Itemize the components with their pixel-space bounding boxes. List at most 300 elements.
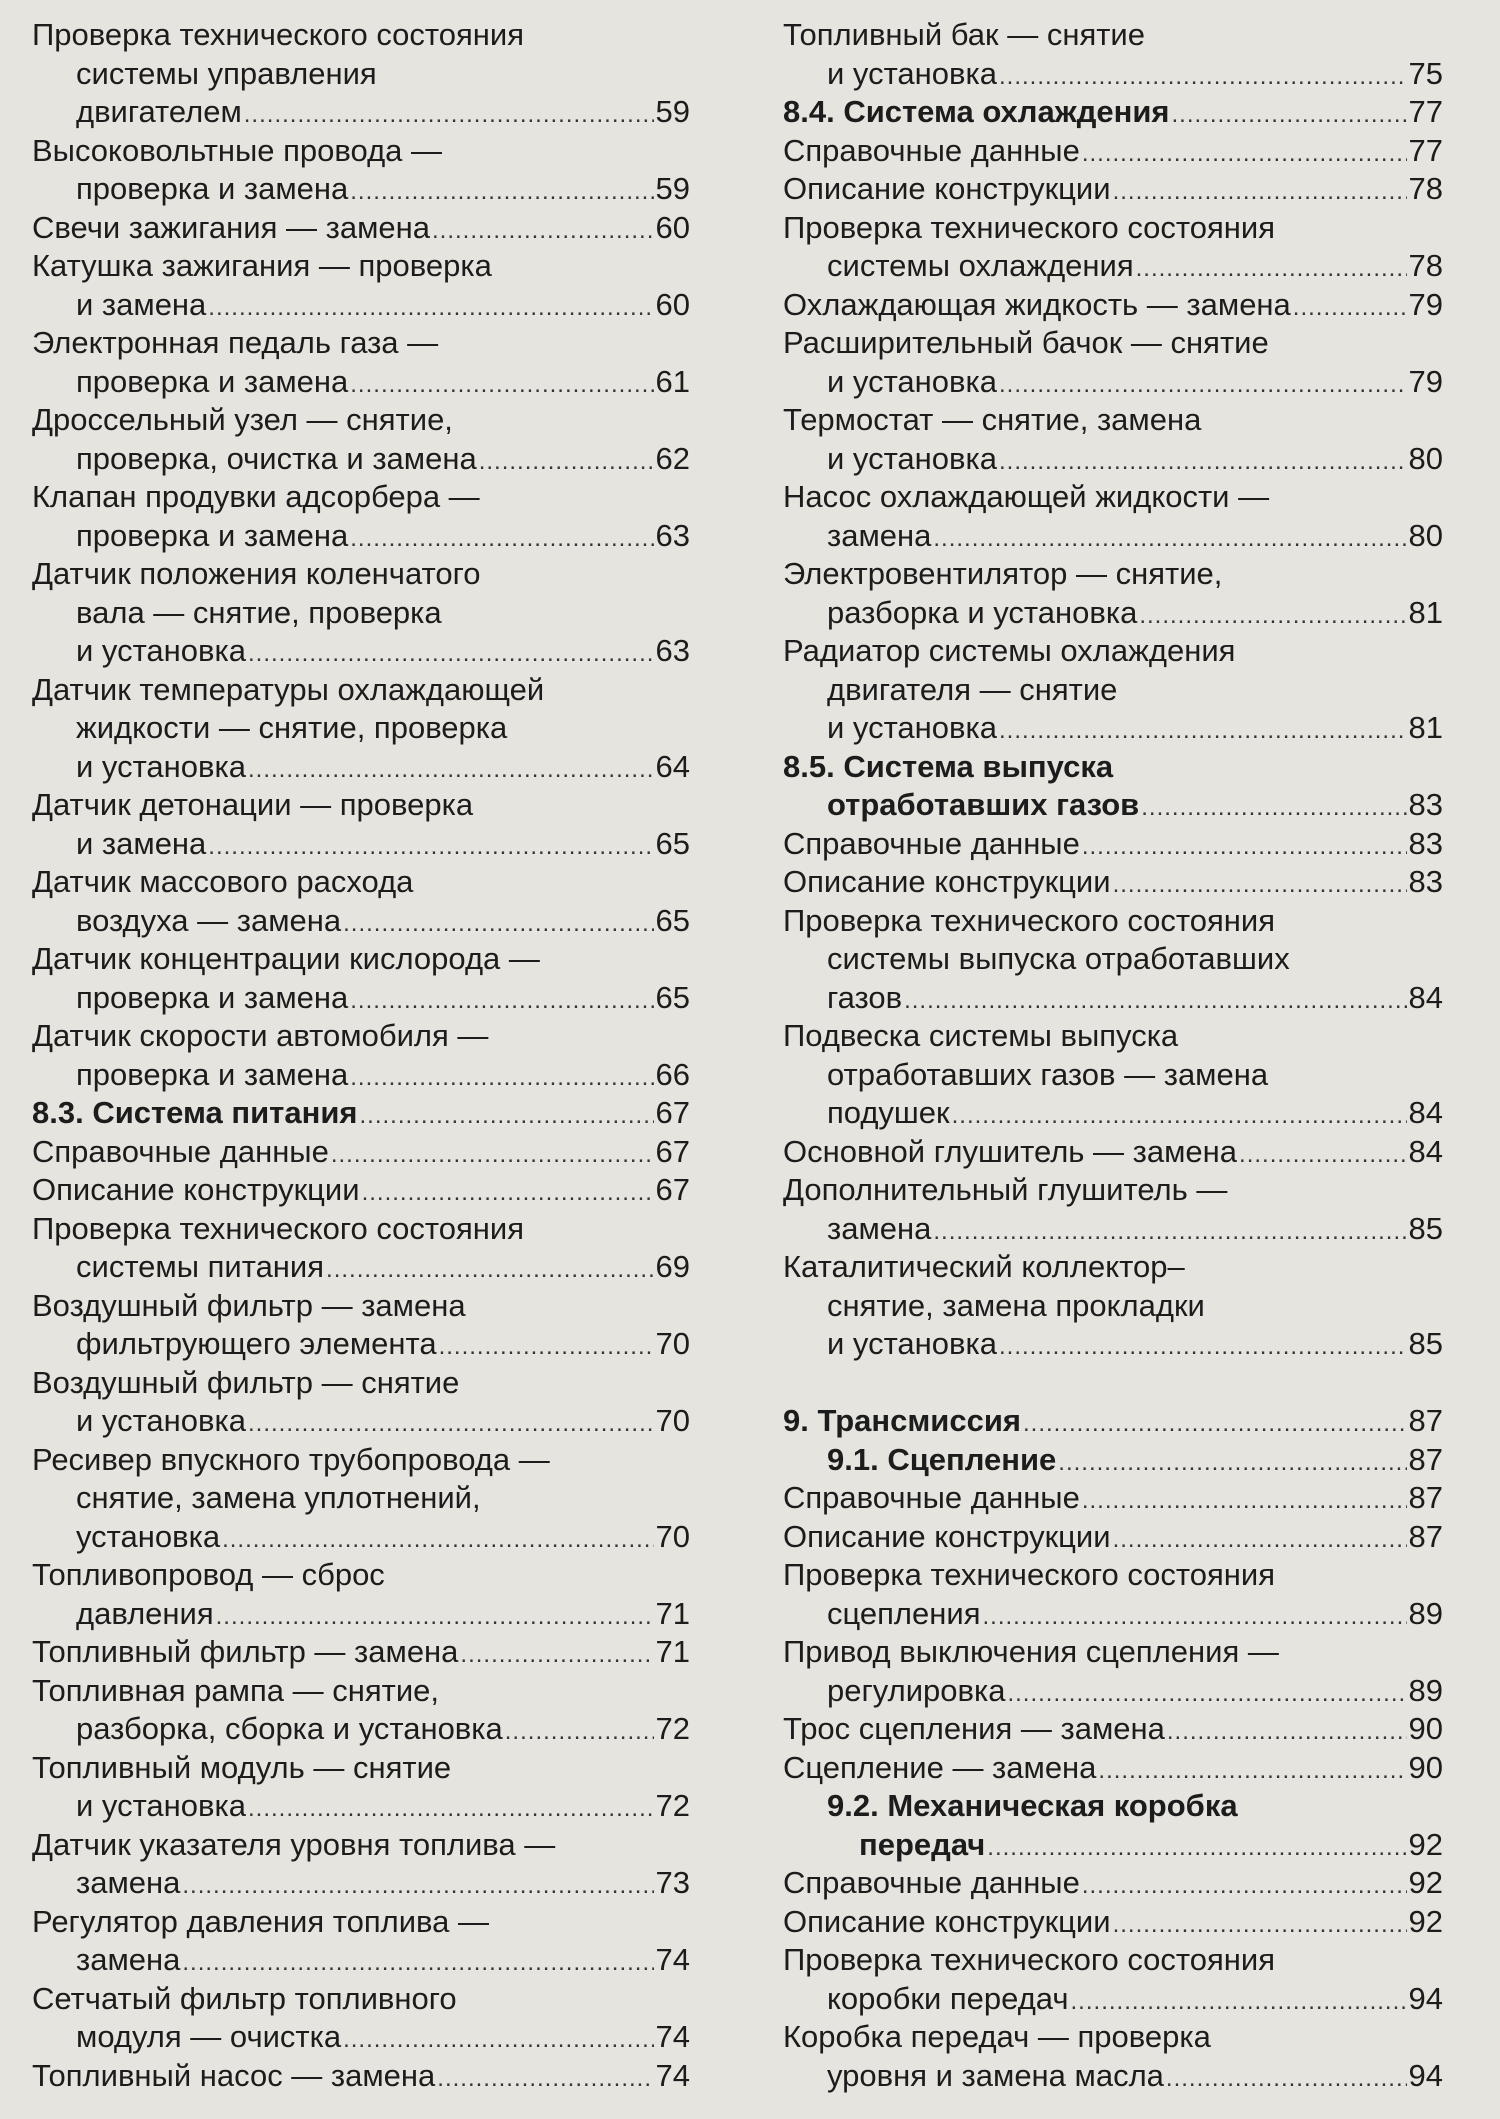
toc-dot-leader xyxy=(439,1328,654,1367)
toc-dot-leader xyxy=(1082,1867,1407,1906)
toc-page-number: 94 xyxy=(1408,1980,1443,2016)
toc-entry-title: фильтрующего элемента xyxy=(76,1326,437,1361)
toc-page-number: 74 xyxy=(655,2057,690,2093)
toc-entry-title: Подвеска системы выпуска xyxy=(783,1018,1179,1053)
toc-page-number: 65 xyxy=(655,979,690,1015)
toc-entry xyxy=(783,1749,1443,1788)
toc-dot-leader xyxy=(1172,96,1407,135)
toc-dot-leader xyxy=(1139,597,1406,636)
toc-page-number: 62 xyxy=(655,440,690,476)
toc-page-number: 70 xyxy=(655,1403,690,1438)
toc-entry xyxy=(32,748,690,787)
toc-page-number: 78 xyxy=(1408,248,1443,283)
toc-entry xyxy=(783,478,1443,517)
toc-entry xyxy=(783,2057,1443,2096)
toc-entry xyxy=(32,1710,690,1749)
toc-entry xyxy=(32,1133,690,1172)
toc-spacer xyxy=(783,1364,1443,1403)
toc-entry-title: Воздушный фильтр — замена xyxy=(32,1287,466,1323)
toc-page-number: 92 xyxy=(1408,1865,1443,1900)
toc-page-number: 85 xyxy=(1408,1210,1443,1246)
toc-entry xyxy=(32,2018,690,2057)
toc-entry-title: Справочные данные xyxy=(783,825,1080,861)
toc-entry xyxy=(783,1633,1443,1672)
toc-entry xyxy=(783,1518,1443,1557)
toc-entry-title: 9. Трансмиссия xyxy=(783,1403,1021,1438)
toc-entry xyxy=(32,1210,690,1249)
toc-entry-title: системы управления xyxy=(76,55,377,91)
toc-dot-leader xyxy=(244,96,654,135)
toc-page-number: 84 xyxy=(1408,1095,1443,1130)
toc-dot-leader xyxy=(1082,135,1407,174)
toc-entry-title: Справочные данные xyxy=(783,132,1080,168)
toc-entry-title: Проверка технического состояния xyxy=(783,1557,1276,1592)
toc-dot-leader xyxy=(437,2060,653,2099)
toc-entry-title: Радиатор системы охлаждения xyxy=(783,633,1236,668)
toc-entry-title: коробки передач xyxy=(827,1980,1069,2016)
toc-entry xyxy=(32,1787,690,1826)
toc-entry xyxy=(32,863,690,902)
toc-entry xyxy=(783,1787,1443,1826)
toc-page-number: 67 xyxy=(655,1133,690,1169)
toc-dot-leader xyxy=(350,982,653,1021)
toc-entry-title: Основной глушитель — замена xyxy=(783,1133,1238,1169)
toc-entry-title: сцепления xyxy=(827,1595,981,1631)
toc-dot-leader xyxy=(343,2021,653,2060)
toc-dot-leader xyxy=(999,366,1407,405)
toc-page-number: 59 xyxy=(655,94,690,129)
toc-entry xyxy=(32,671,690,710)
toc-page-number: 75 xyxy=(1408,55,1443,91)
toc-entry xyxy=(32,1325,690,1364)
toc-entry-title: Описание конструкции xyxy=(783,1903,1111,1939)
toc-entry-title: 9.1. Сцепление xyxy=(827,1441,1057,1477)
toc-entry xyxy=(32,247,690,286)
toc-entry xyxy=(32,55,690,94)
toc-entry-title: Катушка зажигания — проверка xyxy=(32,248,492,283)
toc-right-column xyxy=(783,16,1443,2095)
toc-page-number: 60 xyxy=(655,209,690,245)
toc-dot-leader xyxy=(987,1829,1406,1868)
toc-dot-leader xyxy=(1082,1482,1407,1521)
toc-entry xyxy=(783,902,1443,941)
toc-dot-leader xyxy=(1113,1521,1407,1560)
toc-entry-title: Описание конструкции xyxy=(783,864,1111,899)
toc-entry xyxy=(783,363,1443,402)
toc-dot-leader xyxy=(983,1598,1407,1637)
toc-entry-title: Проверка технического состояния xyxy=(32,1210,525,1246)
toc-entry xyxy=(32,1402,690,1441)
toc-dot-leader xyxy=(999,712,1407,751)
toc-page-number: 61 xyxy=(655,363,690,399)
toc-entry xyxy=(32,632,690,671)
toc-entry xyxy=(783,1248,1443,1287)
toc-entry xyxy=(783,1210,1443,1249)
toc-entry-title: Топливопровод — сброс xyxy=(32,1557,385,1592)
toc-entry-title: отработавших газов xyxy=(827,787,1140,822)
toc-page-number: 81 xyxy=(1408,710,1443,745)
toc-page-number: 92 xyxy=(1408,1826,1443,1862)
toc-entry xyxy=(783,1595,1443,1634)
toc-entry xyxy=(783,1325,1443,1364)
toc-entry-title: двигателя — снятие xyxy=(827,671,1118,707)
toc-entry xyxy=(32,902,690,941)
toc-entry-title: проверка и замена xyxy=(76,1056,349,1092)
toc-entry xyxy=(32,286,690,325)
toc-entry xyxy=(32,1287,690,1326)
toc-entry xyxy=(32,709,690,748)
toc-entry-title: Топливный фильтр — замена xyxy=(32,1634,459,1669)
toc-entry-title: 8.3. Система питания xyxy=(32,1095,358,1130)
toc-entry-title: замена xyxy=(76,1865,181,1900)
toc-entry xyxy=(32,517,690,556)
toc-entry xyxy=(783,1864,1443,1903)
toc-entry xyxy=(783,594,1443,633)
toc-entry xyxy=(783,1903,1443,1942)
toc-page-number: 84 xyxy=(1408,979,1443,1015)
toc-entry xyxy=(32,1094,690,1133)
toc-entry-title: снятие, замена уплотнений, xyxy=(76,1480,481,1515)
toc-page-number: 77 xyxy=(1408,132,1443,168)
toc-dot-leader xyxy=(182,1944,653,1983)
toc-page-number: 83 xyxy=(1408,787,1443,822)
toc-entry-title: 9.2. Механическая коробка xyxy=(827,1788,1238,1823)
toc-entry-title: Датчик температуры охлаждающей xyxy=(32,671,545,707)
toc-page-number: 63 xyxy=(655,633,690,668)
toc-entry xyxy=(32,1826,690,1865)
toc-page-number: 83 xyxy=(1408,825,1443,861)
toc-entry-title: Проверка технического состояния xyxy=(783,902,1276,938)
toc-entry-title: регулировка xyxy=(827,1672,1006,1708)
toc-entry xyxy=(783,1287,1443,1326)
toc-dot-leader xyxy=(432,212,654,251)
toc-page-number: 71 xyxy=(655,1595,690,1631)
toc-entry-title: проверка, очистка и замена xyxy=(76,440,477,476)
toc-entry xyxy=(783,979,1443,1018)
toc-dot-leader xyxy=(933,520,1406,559)
toc-entry-title: Топливная рампа — снятие, xyxy=(32,1672,439,1708)
toc-entry-title: Дополнительный глушитель — xyxy=(783,1172,1228,1207)
toc-entry xyxy=(32,1633,690,1672)
toc-page-number: 70 xyxy=(655,1326,690,1361)
toc-entry xyxy=(32,1364,690,1403)
toc-dot-leader xyxy=(208,289,653,328)
toc-entry-title: Проверка технического состояния xyxy=(783,209,1276,245)
toc-entry xyxy=(32,1479,690,1518)
toc-entry-title: и установка xyxy=(827,363,997,399)
toc-left-column xyxy=(32,16,690,2095)
toc-entry xyxy=(783,1402,1443,1441)
toc-entry-title: Справочные данные xyxy=(783,1480,1080,1515)
toc-dot-leader xyxy=(1113,866,1407,905)
toc-entry xyxy=(783,1556,1443,1595)
toc-entry-title: разборка, сборка и установка xyxy=(76,1711,503,1746)
toc-page-number: 94 xyxy=(1408,2057,1443,2093)
toc-entry xyxy=(32,1441,690,1480)
toc-entry-title: и замена xyxy=(76,825,207,861)
toc-entry xyxy=(32,324,690,363)
toc-entry-title: Трос сцепления — замена xyxy=(783,1711,1165,1746)
toc-entry xyxy=(32,1941,690,1980)
toc-entry xyxy=(32,2057,690,2096)
toc-dot-leader xyxy=(1113,1906,1407,1945)
toc-entry xyxy=(783,55,1443,94)
toc-page-number: 80 xyxy=(1408,517,1443,553)
toc-page-number: 70 xyxy=(655,1518,690,1554)
toc-dot-leader xyxy=(343,905,653,944)
toc-entry-title: Описание конструкции xyxy=(783,171,1111,206)
toc-dot-leader xyxy=(1007,1675,1406,1714)
toc-entry-title: Электровентилятор — снятие, xyxy=(783,556,1223,591)
toc-entry-title: Термостат — снятие, замена xyxy=(783,402,1202,437)
toc-page-number: 73 xyxy=(655,1865,690,1900)
toc-entry xyxy=(783,286,1443,325)
toc-page-number: 59 xyxy=(655,171,690,206)
toc-page-number: 84 xyxy=(1408,1133,1443,1169)
toc-dot-leader xyxy=(326,1251,653,1290)
toc-entry xyxy=(783,748,1443,787)
toc-entry-title: и замена xyxy=(76,286,207,322)
toc-entry-title: Коробка передач — проверка xyxy=(783,2019,1211,2054)
toc-entry-title: газов xyxy=(827,979,903,1015)
toc-entry-title: Датчик указателя уровня топлива — xyxy=(32,1826,556,1862)
toc-entry-title: Датчик скорости автомобиля — xyxy=(32,1018,489,1053)
toc-dot-leader xyxy=(999,443,1407,482)
toc-entry-title: и установка xyxy=(76,633,246,668)
toc-entry xyxy=(783,132,1443,171)
toc-page-number: 90 xyxy=(1408,1711,1443,1746)
toc-entry xyxy=(783,1133,1443,1172)
toc-dot-leader xyxy=(1136,250,1407,289)
toc-entry-title: отработавших газов — замена xyxy=(827,1056,1269,1092)
toc-dot-leader xyxy=(1071,1983,1407,2022)
toc-page-number: 74 xyxy=(655,2019,690,2054)
toc-entry-title: воздуха — замена xyxy=(76,902,342,938)
toc-dot-leader xyxy=(999,1328,1407,1367)
toc-page-number: 89 xyxy=(1408,1672,1443,1708)
toc-dot-leader xyxy=(216,1598,654,1637)
toc-entry-title: Регулятор давления топлива — xyxy=(32,1903,490,1939)
toc-entry-title: системы выпуска отработавших xyxy=(827,941,1290,976)
toc-entry xyxy=(783,1171,1443,1210)
toc-page-number: 67 xyxy=(655,1172,690,1207)
toc-page-number: 65 xyxy=(655,902,690,938)
toc-entry xyxy=(32,1556,690,1595)
toc-entry xyxy=(32,170,690,209)
toc-entry xyxy=(783,1441,1443,1480)
toc-dot-leader xyxy=(460,1636,653,1675)
toc-entry-title: двигателем xyxy=(76,94,242,129)
toc-entry-title: проверка и замена xyxy=(76,979,349,1015)
toc-entry xyxy=(32,132,690,171)
toc-entry-title: Справочные данные xyxy=(783,1865,1080,1900)
toc-page-number: 81 xyxy=(1408,594,1443,630)
toc-page-number: 83 xyxy=(1408,864,1443,899)
toc-page-number: 60 xyxy=(655,286,690,322)
toc-dot-leader xyxy=(904,982,1406,1021)
toc-dot-leader xyxy=(248,1405,654,1444)
toc-page-number: 65 xyxy=(655,825,690,861)
toc-entry-title: Сетчатый фильтр топливного xyxy=(32,1980,457,2016)
toc-entry-title: Топливный модуль — снятие xyxy=(32,1749,452,1785)
toc-entry-title: замена xyxy=(827,1210,932,1246)
toc-entry xyxy=(32,16,690,55)
toc-entry xyxy=(32,1518,690,1557)
toc-entry-title: снятие, замена прокладки xyxy=(827,1287,1205,1323)
toc-entry xyxy=(32,1248,690,1287)
toc-entry-title: Расширительный бачок — снятие xyxy=(783,325,1269,360)
toc-dot-leader xyxy=(248,751,654,790)
toc-entry-title: замена xyxy=(76,1942,181,1977)
toc-entry xyxy=(783,863,1443,902)
toc-dot-leader xyxy=(350,173,653,212)
toc-entry-title: Электронная педаль газа — xyxy=(32,325,439,360)
toc-entry-title: Насос охлаждающей жидкости — xyxy=(783,479,1270,514)
toc-entry-title: проверка и замена xyxy=(76,171,349,206)
toc-page-number: 79 xyxy=(1408,286,1443,322)
toc-entry-title: Каталитический коллектор– xyxy=(783,1249,1185,1284)
toc-page-number: 67 xyxy=(655,1095,690,1130)
toc-entry xyxy=(32,786,690,825)
toc-entry xyxy=(783,93,1443,132)
toc-entry-title: Клапан продувки адсорбера — xyxy=(32,479,480,514)
toc-entry-title: 8.5. Система выпуска xyxy=(783,748,1114,784)
toc-dot-leader xyxy=(222,1521,653,1560)
toc-page-number: 66 xyxy=(655,1056,690,1092)
toc-entry xyxy=(783,247,1443,286)
toc-page-number: 79 xyxy=(1408,363,1443,399)
toc-entry-title: Описание конструкции xyxy=(32,1172,360,1207)
toc-dot-leader xyxy=(1239,1136,1406,1175)
toc-entry xyxy=(32,1672,690,1711)
toc-page-number: 71 xyxy=(655,1634,690,1669)
toc-entry-title: уровня и замена масла xyxy=(827,2057,1164,2093)
toc-entry-title: Высоковольтные провода — xyxy=(32,132,443,168)
toc-entry-title: Датчик детонации — проверка xyxy=(32,787,474,822)
toc-dot-leader xyxy=(362,1174,654,1213)
toc-dot-leader xyxy=(1098,1752,1406,1791)
toc-dot-leader xyxy=(1167,1713,1407,1752)
toc-entry xyxy=(783,1826,1443,1865)
toc-entry-title: Справочные данные xyxy=(32,1133,329,1169)
toc-entry-title: Воздушный фильтр — снятие xyxy=(32,1364,460,1400)
toc-entry-title: Проверка технического состояния xyxy=(783,1942,1276,1977)
toc-entry xyxy=(783,1941,1443,1980)
toc-entry xyxy=(32,940,690,979)
toc-entry-title: Датчик концентрации кислорода — xyxy=(32,941,540,976)
toc-page-number: 72 xyxy=(655,1711,690,1746)
toc-entry xyxy=(783,1980,1443,2019)
toc-entry xyxy=(32,93,690,132)
toc-entry xyxy=(32,1903,690,1942)
toc-entry-title: Привод выключения сцепления — xyxy=(783,1634,1279,1669)
toc-entry-title: Описание конструкции xyxy=(783,1518,1111,1554)
toc-entry xyxy=(783,825,1443,864)
toc-entry xyxy=(32,1171,690,1210)
toc-dot-leader xyxy=(208,828,653,867)
toc-dot-leader xyxy=(182,1867,653,1906)
toc-dot-leader xyxy=(350,366,653,405)
toc-entry-title: Ресивер впускного трубопровода — xyxy=(32,1441,550,1477)
toc-entry-title: проверка и замена xyxy=(76,363,349,399)
toc-entry xyxy=(32,979,690,1018)
toc-entry-title: и установка xyxy=(76,1403,246,1438)
toc-dot-leader xyxy=(1166,2060,1407,2099)
toc-entry-title: Охлаждающая жидкость — замена xyxy=(783,286,1291,322)
toc-page-number: 64 xyxy=(655,748,690,784)
toc-entry xyxy=(32,1595,690,1634)
toc-page-number: 77 xyxy=(1408,94,1443,129)
toc-page-number: 85 xyxy=(1408,1326,1443,1361)
toc-entry xyxy=(783,940,1443,979)
toc-entry-title: установка xyxy=(76,1518,221,1554)
toc-entry xyxy=(32,1864,690,1903)
toc-page-number: 87 xyxy=(1408,1441,1443,1477)
toc-entry xyxy=(783,1479,1443,1518)
toc-entry xyxy=(32,1056,690,1095)
toc-entry xyxy=(32,363,690,402)
toc-entry-title: и установка xyxy=(76,1788,246,1823)
toc-entry xyxy=(32,1749,690,1788)
toc-entry xyxy=(783,324,1443,363)
toc-entry-title: давления xyxy=(76,1595,214,1631)
toc-page-number: 72 xyxy=(655,1788,690,1823)
toc-entry xyxy=(783,1017,1443,1056)
toc-dot-leader xyxy=(1023,1405,1407,1444)
toc-entry xyxy=(783,2018,1443,2057)
toc-entry xyxy=(783,170,1443,209)
toc-entry-title: и установка xyxy=(827,55,997,91)
toc-page-number: 87 xyxy=(1408,1480,1443,1515)
toc-entry xyxy=(783,401,1443,440)
toc-entry xyxy=(783,632,1443,671)
toc-page-number: 87 xyxy=(1408,1403,1443,1438)
toc-entry-title: жидкости — снятие, проверка xyxy=(76,710,508,745)
toc-page-number: 87 xyxy=(1408,1518,1443,1554)
toc-page-number: 78 xyxy=(1408,171,1443,206)
toc-entry xyxy=(783,709,1443,748)
toc-dot-leader xyxy=(331,1136,654,1175)
toc-dot-leader xyxy=(999,58,1407,97)
toc-page-number: 74 xyxy=(655,1942,690,1977)
toc-entry-title: и установка xyxy=(827,710,997,745)
toc-entry xyxy=(783,517,1443,556)
toc-entry xyxy=(783,209,1443,248)
toc-entry-title: разборка и установка xyxy=(827,594,1138,630)
toc-entry xyxy=(32,440,690,479)
toc-entry xyxy=(32,401,690,440)
toc-entry-title: Датчик массового расхода xyxy=(32,864,414,899)
toc-entry-title: Дроссельный узел — снятие, xyxy=(32,402,453,437)
toc-entry-title: модуля — очистка xyxy=(76,2019,342,2054)
toc-dot-leader xyxy=(1058,1444,1406,1483)
toc-dot-leader xyxy=(952,1097,1407,1136)
toc-dot-leader xyxy=(1113,173,1407,212)
toc-entry xyxy=(32,1980,690,2019)
toc-entry xyxy=(783,671,1443,710)
toc-entry-title: Сцепление — замена xyxy=(783,1749,1097,1785)
toc-entry xyxy=(783,786,1443,825)
toc-entry-title: Топливный бак — снятие xyxy=(783,17,1145,52)
toc-dot-leader xyxy=(350,520,653,559)
toc-entry xyxy=(32,825,690,864)
toc-page-number: 63 xyxy=(655,517,690,553)
toc-entry-title: системы питания xyxy=(76,1249,325,1284)
toc-entry-title: Топливный насос — замена xyxy=(32,2057,436,2093)
toc-dot-leader xyxy=(933,1213,1406,1252)
toc-page-number: 89 xyxy=(1408,1595,1443,1631)
toc-entry-title: Свечи зажигания — замена xyxy=(32,209,430,245)
